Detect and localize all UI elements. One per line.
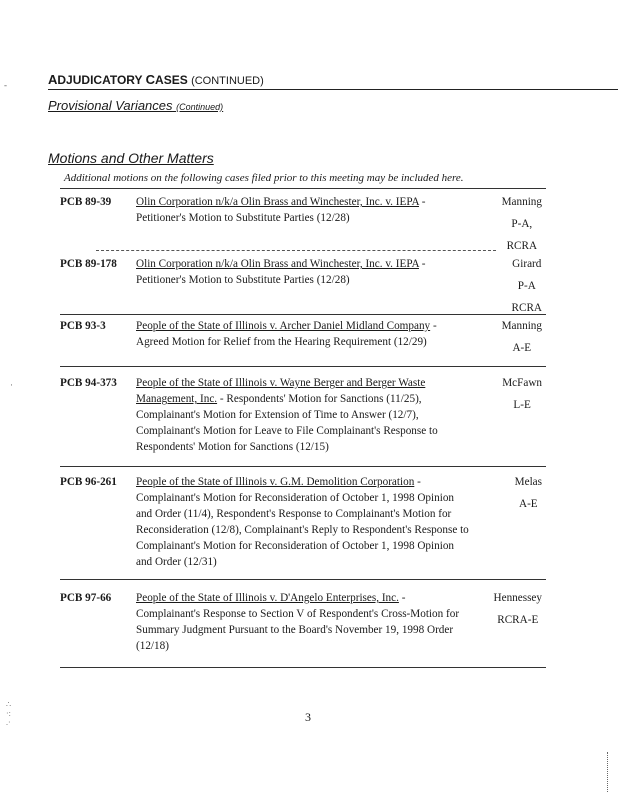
case-body	[136, 474, 470, 570]
case-title: People of the State of Illinois v. Archer Daniel Midland Company	[136, 320, 431, 332]
case-body	[136, 590, 470, 654]
board-member: McFawn	[502, 377, 542, 389]
case-number: PCB 93-3	[60, 320, 106, 332]
case-title: People of the State of Illinois v. D'Angelo Enterprises, Inc.	[136, 592, 399, 604]
section-rule	[48, 89, 618, 90]
case-assignment	[515, 474, 542, 518]
scan-speck: ∴ ·: .·	[6, 700, 12, 727]
page-number: 3	[305, 710, 311, 724]
case-assignment	[512, 256, 542, 322]
section-title: ADJUDICATORY CASES (CONTINUED)	[48, 72, 264, 87]
row-divider	[60, 366, 546, 367]
case-assignment	[494, 590, 542, 634]
case-code: A-E	[519, 498, 538, 510]
row-divider	[60, 314, 546, 315]
case-title: People of the State of Illinois v. Wayne Berger and Berger Waste Management, Inc.	[136, 377, 426, 405]
case-title: Olin Corporation n/k/a Olin Brass and Winchester, Inc. v. IEPA	[136, 196, 419, 208]
case-description: - Petitioner's Motion to Substitute Parties (12/28)	[136, 196, 426, 224]
row-divider	[60, 579, 546, 580]
case-number: PCB 94-373	[60, 377, 117, 389]
row-divider	[60, 667, 546, 668]
case-code: L-E	[513, 399, 531, 411]
case-number: PCB 97-66	[60, 592, 112, 604]
case-assignment	[502, 375, 542, 419]
case-title: People of the State of Illinois v. G.M. Demolition Corporation	[136, 476, 415, 488]
case-description: - Complainant's Motion for Reconsideration of October 1, 1998 Opinion and Order (11/4), Respondent's Response to Complainant's Motion for Reconsideration (12/8), Complainant's Reply to Respondent's Response to Complainant's Motion for Reconsideration of October 1, 1998 Opinion and Order (12/31)	[136, 476, 469, 568]
board-member: Girard	[512, 258, 542, 270]
case-body	[136, 318, 470, 350]
board-member: Manning	[501, 196, 542, 208]
case-code: P-A	[517, 280, 536, 292]
case-title: Olin Corporation n/k/a Olin Brass and Winchester, Inc. v. IEPA	[136, 258, 419, 270]
row-divider	[60, 188, 546, 189]
case-code: P-A,	[511, 218, 533, 230]
case-body	[136, 256, 470, 288]
case-description: - Agreed Motion for Relief from the Hearing Requirement (12/29)	[136, 320, 437, 348]
board-member: Melas	[514, 476, 542, 488]
case-description: - Petitioner's Motion to Substitute Parties (12/28)	[136, 258, 426, 286]
subsection-title: Provisional Variances (Continued)	[48, 98, 224, 113]
row-divider	[96, 250, 496, 251]
motions-heading: Motions and Other Matters	[48, 150, 214, 166]
scan-speck: -	[4, 80, 7, 90]
board-member: Hennessey	[493, 592, 542, 604]
case-number: PCB 96-261	[60, 476, 117, 488]
case-assignment	[502, 194, 542, 260]
case-assignment	[502, 318, 542, 362]
motions-note: Additional motions on the following cases filed prior to this meeting may be included here.	[64, 172, 464, 184]
scan-speck: ·	[10, 380, 13, 390]
case-description: - Respondents' Motion for Sanctions (11/25), Complainant's Motion for Extension of Time to Answer (12/7), Complainant's Motion for Leave to File Complainant's Response to Respondents' Motion for Sanctions (12/15)	[136, 393, 438, 453]
case-description: - Complainant's Response to Section V of Respondent's Cross-Motion for Summary Judgment Pursuant to the Board's November 19, 1998 Order (12/18)	[136, 592, 460, 652]
case-code: RCRA-E	[497, 614, 539, 626]
case-body	[136, 375, 470, 455]
case-number: PCB 89-39	[60, 196, 112, 208]
case-number: PCB 89-178	[60, 258, 117, 270]
case-code: RCRA	[506, 240, 538, 252]
board-member: Manning	[501, 320, 542, 332]
case-code: RCRA	[511, 302, 542, 314]
row-divider	[60, 466, 546, 467]
case-body	[136, 194, 470, 226]
case-code: A-E	[512, 342, 532, 354]
scan-edge-mark	[607, 752, 609, 792]
